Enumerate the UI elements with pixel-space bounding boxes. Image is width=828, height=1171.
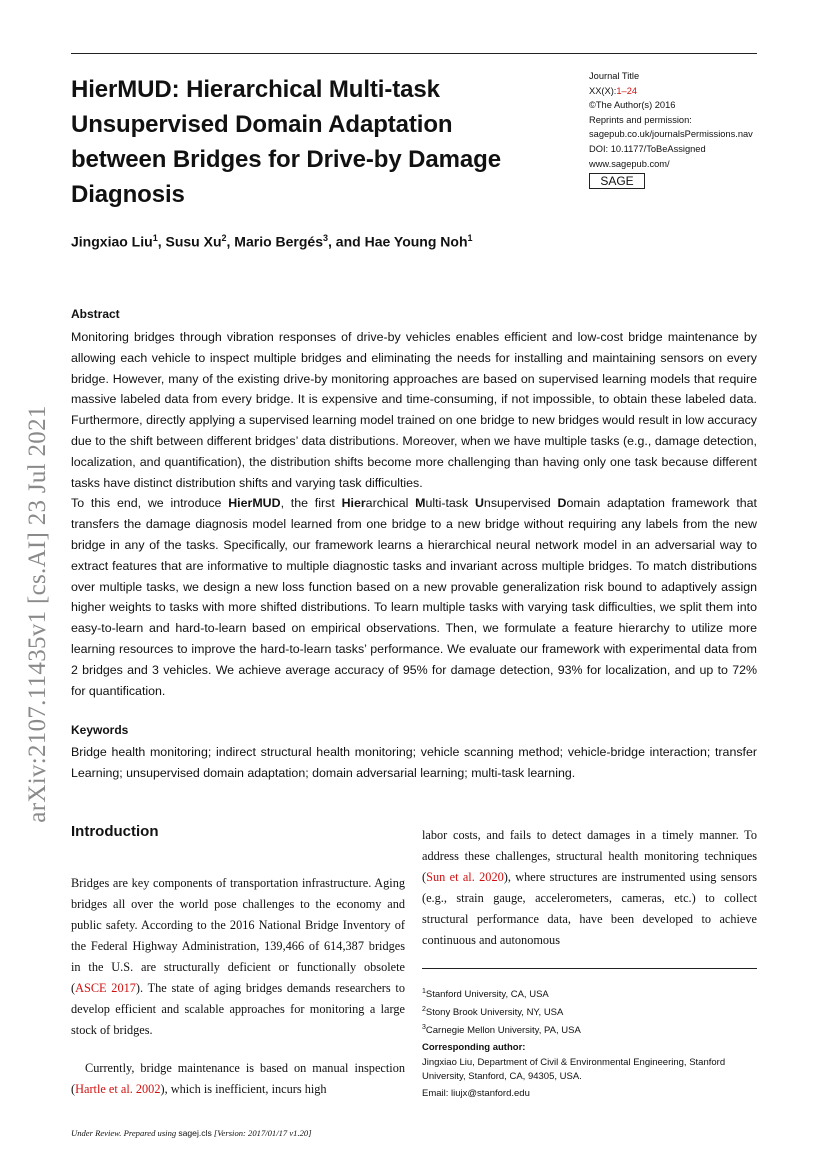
paper-title: HierMUD: Hierarchical Multi-task Unsupervised Domain Adaptation between Bridges for Drive-by Damage Diagnosis xyxy=(71,76,501,208)
introduction-heading: Introduction xyxy=(71,823,159,840)
keywords-heading: Keywords xyxy=(71,723,129,737)
affiliations xyxy=(422,985,581,1038)
intro-paragraph-3: labor costs, and fails to detect damages in a timely manner. To address these challenges, structural health monitoring techniques (Sun et al. 2020), where structures are instrumented using sensors (e.g., strain gauge, accelerometers, cameras, etc.) to collect structural performance data, have been developed to achieve continuous and autonomous xyxy=(422,828,757,947)
copyright: ©The Author(s) 2016 xyxy=(589,100,676,111)
website: www.sagepub.com/ xyxy=(589,158,670,169)
author-affiliation-mark: 3 xyxy=(323,233,329,243)
affiliation-number: 3 xyxy=(422,1023,426,1031)
footnote-rule xyxy=(422,968,757,969)
acronym-letter: M xyxy=(415,496,426,511)
reprints: Reprints and permission: xyxy=(589,114,692,125)
top-rule xyxy=(71,53,757,54)
acronym-rest: ulti-task xyxy=(425,496,475,511)
page-footer: Under Review. Prepared using sagej.cls [Version: 2017/01/17 v1.20] xyxy=(71,1128,312,1138)
author-list xyxy=(71,233,473,250)
doi: DOI: 10.1177/ToBeAssigned xyxy=(589,143,706,154)
volume-pages: XX(X):1–24 xyxy=(589,85,638,96)
keywords-body: Bridge health monitoring; indirect structural health monitoring; vehicle scanning method; vehicle-bridge interaction; transfer Learning; unsupervised domain adaptation; domain adversarial learning; multi-task learning. xyxy=(71,745,757,780)
acronym-letter: D xyxy=(557,496,567,511)
affiliation-number: 1 xyxy=(422,988,426,995)
intro-paragraph-2: Currently, bridge maintenance is based on manual inspection (Hartle et al. 2002), which is inefficient, incurs high xyxy=(71,1061,405,1096)
acronym-letter: Hier xyxy=(341,496,366,511)
class-file: sagej.cls xyxy=(178,1128,212,1138)
corresponding-author xyxy=(422,1041,762,1085)
intro-paragraph-1: Bridges are key components of transportation infrastructure. Aging bridges all over the world pose challenges to the economy and public safety. According to the 2016 National Bridge Inventory of the Federal Highway Administration, 139,466 of 614,387 bridges in the U.S. are structurally deficient or functionally obsolete (ASCE 2017). The state of aging bridges demands researchers to develop efficient and scalable approaches for monitoring a large stock of bridges. xyxy=(71,876,405,1037)
affiliation-text: Stony Brook University, NY, USA xyxy=(425,1006,564,1018)
author-affiliation-mark: 2 xyxy=(221,233,227,243)
affiliation-number: 2 xyxy=(422,1005,426,1013)
corresponding-email: Email: liujx@stanford.edu xyxy=(422,1088,530,1099)
author-separator: , xyxy=(157,233,166,250)
citation-sun[interactable]: Sun et al. 2020 xyxy=(426,870,504,884)
abstract-paragraph-2: To this end, we introduce HierMUD, the first Hierarchical Multi-task Unsupervised Domain adaptation framework that transfers the damage diagnosis model learned from one bridge to a new bridge without requiring any labels from the new bridge in any of the tasks. Specifically, our framework learns a hierarchical neural network model in an adversarial way to extract features that are informative to multiple diagnostic tasks and invariant across multiple bridges. To match distributions over multiple tasks, we design a new loss function based on a new provable generalization risk bound to adaptively assign higher weights to tasks with more shifted distributions. To learn multiple tasks with varying task difficulties, we split them into easy-to-learn and hard-to-learn based on empirical observations. Then, we formulate a feature hierarchy to utilize more learning resources to improve the hard-to-learn tasks’ performance. We evaluate our framework with experimental data from 2 bridges and 3 vehicles. We achieve average accuracy of 95% for damage detection, 93% for localization, and up to 72% for quantification. xyxy=(71,496,757,698)
affiliation-item xyxy=(422,985,581,1003)
acronym-letter: U xyxy=(474,496,484,511)
journal-meta xyxy=(589,69,753,190)
sage-logo: SAGE xyxy=(589,173,645,189)
affiliation-text: Stanford University, CA, USA xyxy=(425,989,549,1001)
acronym-rest: omain adaptation framework xyxy=(566,496,737,511)
affiliation-text: Carnegie Mellon University, PA, USA xyxy=(425,1024,581,1036)
pages-link[interactable]: 1–24 xyxy=(616,85,638,96)
acronym-rest: nsupervised xyxy=(483,496,558,511)
author-name: Jingxiao Liu xyxy=(71,233,153,250)
author-name: Susu Xu xyxy=(165,233,222,250)
framework-name: HierMUD xyxy=(228,496,281,511)
author-name: Mario Bergés xyxy=(234,233,323,250)
permissions-url: sagepub.co.uk/journalsPermissions.nav xyxy=(589,129,753,140)
corresponding-heading: Corresponding author: xyxy=(422,1042,526,1053)
author-separator: , and xyxy=(328,233,365,250)
author-affiliation-mark: 1 xyxy=(152,233,158,243)
author-name: Hae Young Noh xyxy=(364,233,468,250)
affiliation-item xyxy=(422,1003,581,1021)
abstract-body xyxy=(71,327,757,701)
acronym-expansion xyxy=(342,496,737,510)
citation-asce[interactable]: ASCE 2017 xyxy=(75,981,136,995)
citation-hartle[interactable]: Hartle et al. 2002 xyxy=(75,1082,161,1096)
acronym-rest: archical xyxy=(365,496,416,511)
author-separator: , xyxy=(226,233,235,250)
author-affiliation-mark: 1 xyxy=(467,233,473,243)
abstract-heading: Abstract xyxy=(71,307,120,321)
corresponding-text: Jingxiao Liu, Department of Civil & Environmental Engineering, Stanford University, Stanford, CA, 94305, USA. xyxy=(422,1056,726,1083)
affiliation-item xyxy=(422,1021,581,1039)
journal-title: Journal Title xyxy=(589,71,640,81)
arxiv-stamp: arXiv:2107.11435v1 [cs.AI] 23 Jul 2021 xyxy=(24,405,51,823)
abstract-paragraph-1: Monitoring bridges through vibration responses of drive-by vehicles enables efficient and low-cost bridge maintenance by allowing each vehicle to inspect multiple bridges and eliminating the needs for installing and maintaining sensors on every bridge. However, many of the existing drive-by monitoring approaches are based on supervised learning models that require massive labeled data from every bridge. It is expensive and time-consuming, if not impossible, to obtain these labeled data. Furthermore, directly applying a supervised learning model trained on one bridge to new bridges would result in low accuracy due to the shift between different bridges’ data distributions. Moreover, when we have multiple tasks (e.g., damage detection, localization, and quantification), the distribution shifts become more challenging than having only one task because different tasks have distinct distribution shifts and varying task difficulties. xyxy=(71,330,757,490)
